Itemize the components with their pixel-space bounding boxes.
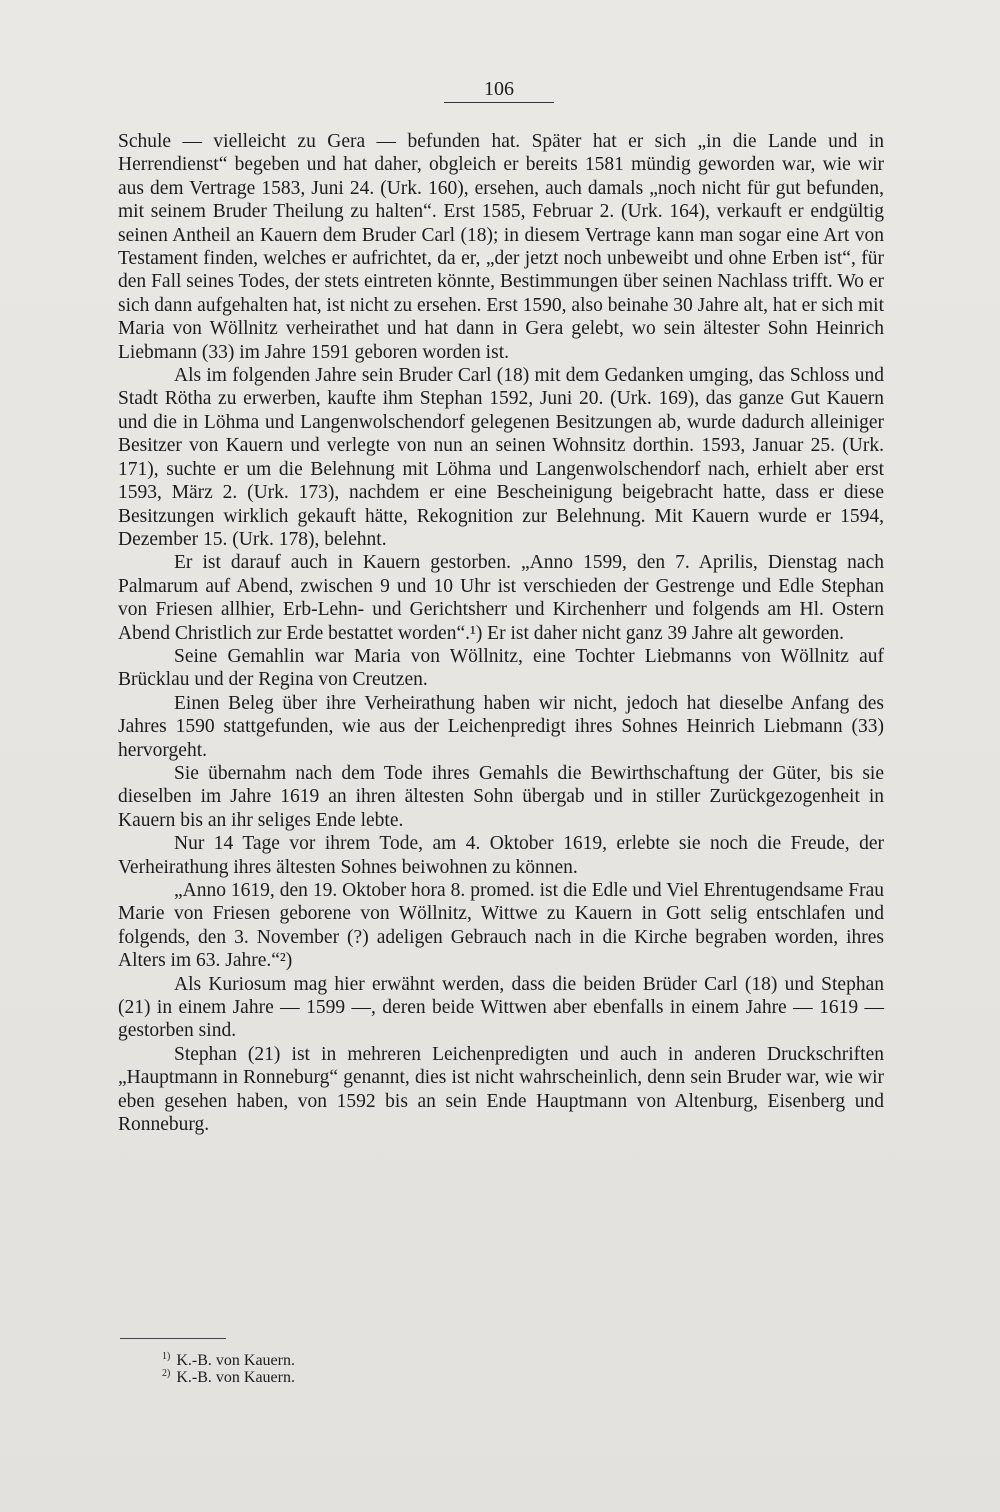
paragraph-5: Einen Beleg über ihre Verheirathung haben wir nicht, jedoch hat dieselbe Anfang des Jahres 1590 stattgefunden, wie aus der Leichenpredigt ihres Sohnes Heinrich Liebmann (33) hervorgeht.: [118, 692, 884, 761]
paragraph-7: Nur 14 Tage vor ihrem Tode, am 4. Oktober 1619, erlebte sie noch die Freude, der Verheirathung ihres ältesten Sohnes beiwohnen zu können.: [118, 833, 884, 878]
paragraph-10: Stephan (21) ist in mehreren Leichenpredigten und auch in anderen Druckschriften „Hauptmann in Ronneburg“ genannt, dies ist nicht wahrscheinlich, denn sein Bruder war, wie wir eben gesehen haben, von 1592 bis an sein Ende Hauptmann von Altenburg, Eisenberg und Ronneburg.: [118, 1043, 884, 1136]
footnote-text: K.-B. von Kauern.: [176, 1352, 295, 1369]
footnote-mark: 1): [162, 1350, 171, 1362]
footnote-text: K.-B. von Kauern.: [176, 1369, 295, 1386]
paragraph-2: Als im folgenden Jahre sein Bruder Carl (18) mit dem Gedanken umging, das Schloss und Stadt Rötha zu erwerben, kaufte ihm Stephan 1592, Juni 20. (Urk. 169), das ganze Gut Kauern und die in Löhma und Langenwolschendorf gelegenen Besitzungen ab, wurde dadurch alleiniger Besitzer von Kauern und verlegte von nun an seinen Wohnsitz dorthin. 1593, Januar 25. (Urk. 171), suchte er um die Belehnung mit Löhma und Langenwolschendorf nach, erhielt aber erst 1593, März 2. (Urk. 173), nachdem er eine Bescheinigung beigebracht hatte, dass er diese Besitzungen wirklich gekauft hätte, Rekognition zur Belehnung. Mit Kauern wurde er 1594, Dezember 15. (Urk. 178), belehnt.: [118, 365, 884, 550]
paragraph-4: Seine Gemahlin war Maria von Wöllnitz, eine Tochter Liebmanns von Wöllnitz auf Brücklau und der Regina von Creutzen.: [118, 645, 884, 691]
paragraph-6: Sie übernahm nach dem Tode ihres Gemahls die Bewirthschaftung der Güter, bis sie dieselben im Jahre 1619 an ihren ältesten Sohn übergab und in stiller Zurückgezogenheit in Kauern bis an ihr seliges Ende lebte.: [118, 762, 884, 831]
footnote-divider: [120, 1338, 226, 1339]
footnote-2: [162, 1369, 562, 1386]
page-number: 106: [444, 78, 554, 103]
paragraph-1: Schule — vielleicht zu Gera — befunden hat. Später hat er sich „in die Lande und in Herrendienst“ begeben und hat daher, obgleich er bereits 1581 mündig geworden war, wie wir aus dem Vertrage 1583, Juni 24. (Urk. 160), ersehen, auch damals „noch nicht für gut befunden, mit seinem Bruder Theilung zu halten“. Erst 1585, Februar 2. (Urk. 164), verkauft er endgültig seinen Antheil an Kauern dem Bruder Carl (18); in diesem Vertrage kann man sogar eine Art von Testament finden, welches er aufrichtet, da er, „der jetzt noch unbeweibt und ohne Erben ist“, für den Fall seines Todes, der stets eintreten könnte, Bestimmungen über seinen Nachlass trifft. Wo er sich dann aufgehalten hat, ist nicht zu ersehen. Erst 1590, also beinahe 30 Jahre alt, hat er sich mit Maria von Wöllnitz verheirathet und hat dann in Gera gelebt, wo sein ältester Sohn Heinrich Liebmann (33) im Jahre 1591 geboren worden ist.: [118, 131, 884, 363]
footnotes: [162, 1352, 562, 1386]
footnote-1: [162, 1352, 562, 1369]
footnote-mark: 2): [162, 1367, 171, 1379]
body-text: [118, 130, 884, 1136]
paragraph-3: Er ist darauf auch in Kauern gestorben. „Anno 1599, den 7. Aprilis, Dienstag nach Palmarum auf Abend, zwischen 9 und 10 Uhr ist verschieden der Gestrenge und Edle Stephan von Friesen allhier, Erb-Lehn- und Gerichtsherr und Kirchenherr und folgends am Hl. Ostern Abend Christlich zur Erde bestattet worden“.¹) Er ist daher nicht ganz 39 Jahre alt geworden.: [118, 552, 884, 644]
paragraph-8: „Anno 1619, den 19. Oktober hora 8. promed. ist die Edle und Viel Ehrentugendsame Frau Marie von Friesen geborene von Wöllnitz, Wittwe zu Kauern in Gott selig entschlafen und folgends, den 3. November (?) adeligen Gebrauch nach in die Kirche begraben worden, ihres Alters im 63. Jahre.“²): [118, 880, 884, 972]
paragraph-9: Als Kuriosum mag hier erwähnt werden, dass die beiden Brüder Carl (18) und Stephan (21) in einem Jahre — 1599 —, deren beide Wittwen aber ebenfalls in einem Jahre — 1619 — gestorben sind.: [118, 973, 884, 1042]
